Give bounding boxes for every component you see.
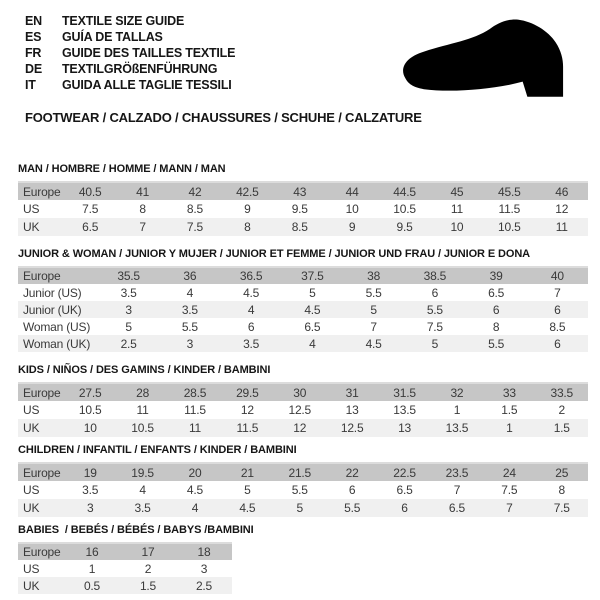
size-table: [18, 462, 588, 517]
size-cell: 8: [244, 220, 251, 234]
section-title: MAN / HOMBRE / HOMME / MANN / MAN: [18, 163, 226, 175]
size-cell: 38: [367, 269, 381, 283]
size-cell: 6: [401, 501, 408, 515]
size-cell: 3: [200, 561, 208, 576]
category-title: FOOTWEAR / CALZADO / CHAUSSURES / SCHUHE / CALZATURE: [25, 110, 422, 125]
size-cell: 13.5: [445, 421, 469, 435]
row-label: Europe: [23, 385, 61, 400]
size-cell: 3.5: [82, 483, 99, 497]
size-cell: 36: [183, 269, 197, 283]
size-cell: 1.5: [501, 403, 518, 417]
size-cell: 5: [309, 285, 316, 300]
size-cell: 7: [139, 220, 146, 234]
size-cell: 19.5: [131, 465, 154, 480]
size-cell: 11: [450, 202, 463, 216]
table-row: [18, 463, 588, 481]
table-row: [18, 560, 232, 577]
size-tables: [18, 163, 588, 594]
size-cell: 0.5: [83, 578, 101, 593]
size-cell: 4.5: [186, 483, 204, 497]
row-label: US: [23, 561, 40, 576]
table-row: [18, 481, 588, 499]
size-cell: 22.5: [393, 465, 416, 480]
size-cell: 44.5: [393, 184, 416, 199]
size-cell: 24: [502, 465, 516, 480]
size-cell: 9: [244, 202, 251, 216]
size-cell: 40.5: [78, 184, 102, 199]
size-cell: 10.5: [393, 202, 416, 216]
language-label: TEXTILGRÖßENFÜHRUNG: [62, 62, 218, 76]
size-cell: 6: [554, 302, 561, 317]
size-cell: 4: [191, 501, 199, 515]
size-cell: 1: [506, 421, 513, 435]
size-cell: 44: [345, 184, 359, 199]
size-cell: 9.5: [291, 202, 308, 216]
row-label: UK: [23, 421, 40, 435]
language-row-de: [25, 61, 235, 77]
size-cell: 9.5: [396, 220, 413, 234]
table-row: [18, 401, 588, 419]
table-row: [18, 200, 588, 218]
size-cell: 42.5: [236, 184, 259, 199]
row-label: Europe: [23, 545, 61, 559]
language-code: ES: [25, 30, 42, 44]
table-row: [18, 499, 588, 517]
language-code: FR: [25, 46, 42, 60]
row-label: Junior (US): [23, 285, 82, 300]
size-cell: 22: [345, 465, 359, 480]
row-label: Europe: [23, 465, 61, 480]
size-cell: 5: [125, 319, 132, 334]
size-cell: 17: [141, 545, 155, 559]
language-code: EN: [25, 14, 42, 28]
size-cell: 2: [558, 403, 565, 417]
size-cell: 38.5: [423, 269, 447, 283]
size-section: [18, 248, 588, 352]
size-cell: 19: [83, 465, 97, 480]
size-cell: 16: [85, 545, 99, 559]
size-cell: 2: [144, 561, 152, 576]
size-cell: 18: [197, 545, 211, 559]
size-cell: 12: [555, 202, 569, 216]
size-cell: 6: [247, 319, 255, 334]
size-section: [18, 163, 588, 236]
size-cell: 1: [453, 403, 461, 417]
size-cell: 11: [188, 421, 201, 435]
size-cell: 30: [293, 385, 307, 400]
size-cell: 40: [550, 269, 564, 283]
size-cell: 4: [186, 285, 194, 300]
size-section: [18, 444, 588, 517]
table-row: [18, 543, 232, 560]
table-row: [18, 383, 588, 401]
size-cell: 7: [453, 483, 461, 497]
size-cell: 11: [555, 220, 568, 234]
section-title: JUNIOR & WOMAN / JUNIOR Y MUJER / JUNIOR ET FEMME / JUNIOR UND FRAU / JUNIOR E DONA: [18, 248, 531, 260]
size-cell: 21.5: [288, 465, 312, 480]
size-cell: 11.5: [498, 202, 521, 216]
size-cell: 3.5: [120, 285, 137, 300]
size-cell: 5: [370, 302, 377, 317]
size-cell: 8: [558, 483, 565, 497]
size-table: [18, 382, 588, 437]
size-cell: 7.5: [186, 220, 204, 234]
size-cell: 28: [136, 385, 150, 400]
size-cell: 8.5: [549, 319, 566, 334]
size-cell: 5.5: [488, 336, 505, 351]
size-cell: 33: [502, 385, 516, 400]
size-cell: 13: [345, 403, 359, 417]
size-cell: 4.5: [304, 302, 321, 317]
size-cell: 5: [296, 501, 303, 515]
size-cell: 33.5: [550, 385, 574, 400]
size-cell: 12.5: [340, 421, 364, 435]
table-row: [18, 284, 588, 301]
size-cell: 8.5: [291, 220, 308, 234]
language-row-en: [25, 13, 235, 29]
size-cell: 5.5: [365, 285, 382, 300]
size-cell: 32: [450, 385, 464, 400]
dress-shoe-icon: [388, 14, 584, 108]
size-cell: 8: [492, 319, 500, 334]
size-cell: 3: [125, 302, 132, 317]
size-cell: 11.5: [184, 403, 206, 417]
size-cell: 37.5: [301, 269, 324, 283]
size-cell: 3: [186, 336, 194, 351]
size-cell: 2.5: [195, 578, 213, 593]
size-cell: 5.5: [426, 302, 443, 317]
size-cell: 12: [240, 403, 254, 417]
row-label: Europe: [23, 184, 61, 199]
size-cell: 2.5: [120, 336, 137, 351]
size-cell: 7.5: [501, 483, 518, 497]
language-code: IT: [25, 78, 36, 92]
size-cell: 6.5: [488, 285, 505, 300]
row-label: US: [23, 403, 40, 417]
size-cell: 4: [309, 336, 316, 351]
table-row: [18, 182, 588, 200]
size-cell: 10.5: [78, 403, 102, 417]
section-title: KIDS / NIÑOS / DES GAMINS / KINDER / BAMBINI: [18, 364, 271, 376]
language-header: [25, 13, 235, 93]
language-row-it: [25, 77, 235, 93]
size-cell: 4.5: [365, 336, 382, 351]
size-cell: 35.5: [117, 269, 140, 283]
size-table: [18, 266, 588, 352]
size-section: [18, 364, 588, 437]
size-cell: 10.5: [498, 220, 521, 234]
language-label: GUIDA ALLE TAGLIE TESSILI: [62, 78, 232, 92]
row-label: US: [23, 483, 40, 497]
size-cell: 3.5: [243, 336, 260, 351]
size-cell: 7: [506, 501, 513, 515]
size-cell: 31.5: [393, 385, 416, 400]
row-label: Junior (UK): [23, 302, 82, 317]
size-cell: 6.5: [82, 220, 99, 234]
size-cell: 10: [83, 421, 97, 435]
size-cell: 7.5: [553, 501, 570, 515]
row-label: US: [23, 202, 40, 216]
size-cell: 25: [555, 465, 569, 480]
size-cell: 6.5: [448, 501, 465, 515]
size-cell: 29.5: [236, 385, 259, 400]
size-cell: 11.5: [236, 421, 259, 435]
size-cell: 6.5: [304, 319, 321, 334]
row-label: UK: [23, 501, 40, 515]
size-cell: 27.5: [78, 385, 102, 400]
size-cell: 31: [345, 385, 359, 400]
row-label: Woman (UK): [23, 336, 91, 351]
size-cell: 28.5: [183, 385, 207, 400]
size-table: [18, 542, 232, 594]
size-cell: 10.5: [131, 421, 154, 435]
table-row: [18, 218, 588, 236]
language-label: GUÍA DE TALLAS: [62, 30, 163, 44]
size-cell: 9: [348, 220, 356, 234]
size-cell: 39: [489, 269, 503, 283]
size-cell: 6: [554, 336, 561, 351]
size-cell: 4.5: [239, 501, 256, 515]
row-label: Woman (US): [23, 319, 91, 334]
size-cell: 23.5: [445, 465, 469, 480]
size-cell: 45.5: [498, 184, 521, 199]
size-cell: 6: [492, 302, 500, 317]
size-cell: 4.5: [243, 285, 260, 300]
size-cell: 7: [554, 285, 561, 300]
size-cell: 6: [431, 285, 439, 300]
size-cell: 6.5: [396, 483, 413, 497]
size-cell: 8.5: [186, 202, 204, 216]
size-cell: 21: [240, 465, 254, 480]
size-cell: 5: [431, 336, 439, 351]
size-cell: 45: [450, 184, 464, 199]
table-row: [18, 577, 232, 594]
size-cell: 5.5: [291, 483, 308, 497]
size-cell: 12: [293, 421, 307, 435]
size-cell: 3.5: [181, 302, 198, 317]
size-cell: 5: [244, 483, 251, 497]
row-label: Europe: [23, 269, 61, 283]
size-cell: 36.5: [239, 269, 263, 283]
size-cell: 43: [293, 184, 307, 199]
size-cell: 20: [188, 465, 202, 480]
table-row: [18, 335, 588, 352]
size-cell: 3.5: [134, 501, 151, 515]
size-cell: 4: [139, 483, 146, 497]
size-cell: 8: [139, 202, 146, 216]
size-cell: 6: [348, 483, 356, 497]
language-label: TEXTILE SIZE GUIDE: [62, 14, 185, 28]
row-label: UK: [23, 220, 40, 234]
size-cell: 10: [345, 202, 359, 216]
size-cell: 12.5: [288, 403, 312, 417]
table-row: [18, 301, 588, 318]
table-row: [18, 419, 588, 437]
size-cell: 5.5: [344, 501, 361, 515]
size-cell: 1.5: [553, 421, 570, 435]
size-cell: 7.5: [426, 319, 443, 334]
size-cell: 5.5: [181, 319, 198, 334]
language-row-es: [25, 29, 235, 45]
size-cell: 7.5: [82, 202, 99, 216]
size-cell: 13: [398, 421, 412, 435]
table-row: [18, 267, 588, 284]
size-cell: 1: [88, 561, 96, 576]
language-label: GUIDE DES TAILLES TEXTILE: [62, 46, 236, 60]
size-section: [18, 524, 588, 594]
size-cell: 42: [188, 184, 202, 199]
row-label: UK: [23, 578, 40, 593]
size-cell: 11: [136, 403, 149, 417]
size-cell: 1.5: [139, 578, 157, 593]
size-cell: 4: [247, 302, 255, 317]
size-table: [18, 181, 588, 236]
size-cell: 13.5: [393, 403, 416, 417]
size-cell: 7: [370, 319, 377, 334]
size-cell: 46: [555, 184, 569, 199]
section-title: BABIES / BEBÉS / BÉBÉS / BABYS /BAMBINI: [18, 524, 254, 536]
size-cell: 10: [450, 220, 464, 234]
size-cell: 41: [136, 184, 150, 199]
section-title: CHILDREN / INFANTIL / ENFANTS / KINDER / BAMBINI: [18, 444, 297, 456]
size-cell: 3: [86, 501, 94, 515]
language-code: DE: [25, 62, 42, 76]
language-row-fr: [25, 45, 235, 61]
table-row: [18, 318, 588, 335]
